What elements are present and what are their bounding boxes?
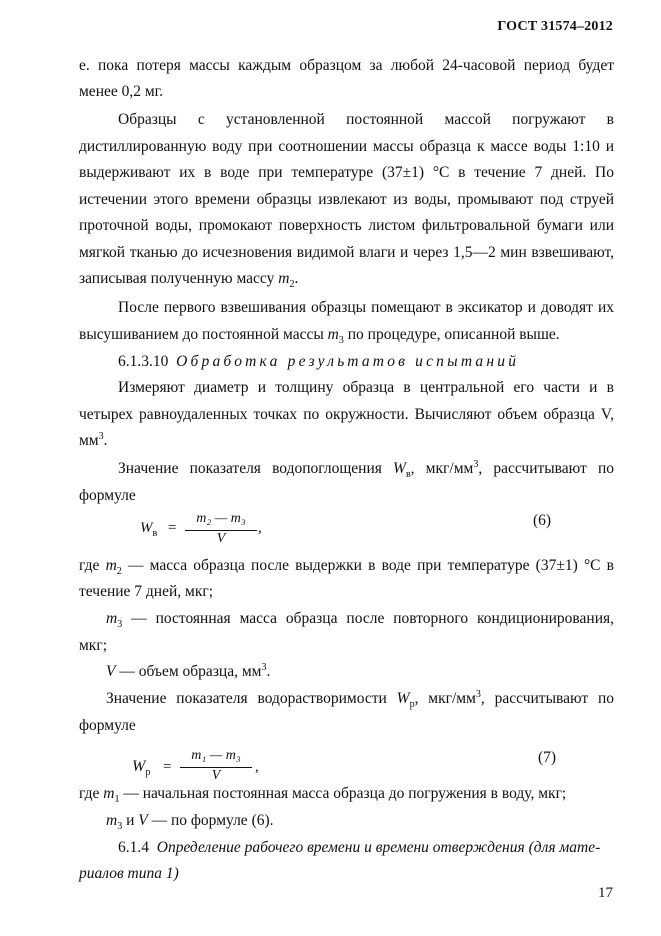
paragraph-line: $m_3$ — постоянная масса образца после повторного кондиционирования, [106, 610, 614, 631]
section-title: Обработка результатов испытаний [176, 353, 520, 370]
paragraph-line: менее 0,2 мг. [79, 83, 164, 100]
paragraph-line: формуле [79, 487, 136, 504]
paragraph-line: Образцы с установленной постоянной массой погружают в [118, 111, 614, 128]
formula-7-denominator: V [211, 768, 221, 783]
paragraph-line: V — объем образца, $мм^3$. [106, 661, 271, 680]
section-heading [118, 838, 614, 858]
paragraph-line: проточной воды, промокают поверхность листом фильтровальной бумаги или [79, 217, 614, 234]
paragraph-line: После первого взвешивания образцы помещают в эксикатор и доводят их [118, 299, 614, 316]
equation-number: (6) [533, 512, 552, 529]
paragraph-line: $m_3$ и V — по формуле (6). [106, 812, 274, 833]
paragraph-line: течение 7 дней, мкг; [79, 583, 214, 600]
paragraph-line: $мм^3$. [79, 430, 108, 449]
paragraph-line: е. пока потеря массы каждым образцом за любой 24-часовой период будет [79, 57, 614, 74]
paragraph-line: где $m_1$ — начальная постоянная масса образца до погружения в воду, мкг; [79, 785, 567, 806]
formula-7-numerator: m₁ — m₃ [191, 748, 241, 763]
paragraph-line: Значение показателя водорастворимости $W_р$, мкг/$мм^3$, рассчитывают по [106, 688, 615, 711]
paragraph-line: четырех равноудаленных точках по окружности. Вычисляют объем образца V, [79, 406, 614, 423]
formula-6-denominator: V [216, 531, 226, 546]
paragraph-line: где $m_2$ — масса образца после выдержки в воде при температуре (37±1) °С в [79, 557, 615, 578]
section-number: 6.1.4 [118, 839, 149, 856]
section-title-continuation: риалов типа 1) [79, 865, 179, 882]
paragraph-line: мкг; [79, 637, 108, 654]
document-page: ГОСТ 31574–2012 е. пока потеря массы каждым образцом за любой 24-часовой период будет менее 0,2 мг. Образцы с установленной постоянной массой погружают в дистиллированную воду при соотношении массы образца к массе воды 1:10 и выдерживают их в воде при температуре (37±1) °С в течение 7 дней. По истечении этого времени образцы извлекают из воды, промывают под струей проточной воды, промокают поверхность листом фильтровальной бумаги или мягкой тканью до исчезновения видимой влаги и через 1,5—2 мин взвешивают, записывая полученную массу $m_2$. После первого взвешивания образцы помещают в эксикатор и доводят их высушиванием до постоянной массы $m_3$ по процедуре, описанной выше. 6.1.3.10 Обработка результатов испытаний Измеряют диаметр и толщину образца в центральной его части и в четырех равноудаленных точках по окружности. Вычисляют объем образца V, $мм^3$. Значение показателя водопоглощения $W_в$, мкг/$мм^3$, рассчитывают по формуле $W_в$ = m₂ — m₃ V , (6) где $m_2$ — масса образца после выдержки в воде при температуре (37±1) °С в течение 7 дней, мкг; $m_3$ — постоянная масса образца после повторного кондиционирования, мкг; V — объем образца, $мм^3$. Значение показателя водорастворимости $W_р$, мкг/$мм^3$, рассчитывают по формуле $W_р$ = m₁ — m₃ V , (7) где $m_1$ — начальная постоянная масса образца до погружения в воду, мкг; $m_3$ и V — по формуле (6). 6.1.4 Определение рабочего времени и времени отверждения (для мате- риалов типа 1) 17 [0, 0, 661, 936]
paragraph-line: дистиллированную воду при соотношении массы образца к массе воды 1:10 и [79, 138, 614, 155]
paragraph-line: выдерживают их в воде при температуре (37±1) °С в течение 7 дней. По [79, 164, 614, 181]
section-number: 6.1.3.10 [118, 353, 169, 370]
equation-number: (7) [538, 749, 557, 766]
formula-6-numerator: m₂ — m₃ [196, 511, 246, 526]
page-number: 17 [598, 885, 613, 901]
paragraph-line: истечении этого времени образцы извлекают из воды, промывают под струей [79, 191, 614, 208]
paragraph-line: формуле [79, 717, 136, 734]
page-header: ГОСТ 31574–2012 [497, 19, 613, 34]
paragraph-line: Измеряют диаметр и толщину образца в центральной его части и в [118, 379, 614, 396]
section-heading [118, 352, 614, 372]
paragraph-line: Значение показателя водопоглощения $W_в$, мкг/$мм^3$, рассчитывают по [118, 458, 615, 481]
section-title: Определение рабочего времени и времени отверждения (для мате- [156, 839, 601, 856]
paragraph-line: мягкой тканью до исчезновения видимой влаги и через 1,5—2 мин взвешивают, [79, 244, 614, 261]
paragraph-line: записывая полученную массу $m_2$. [79, 270, 299, 291]
paragraph-line: высушиванием до постоянной массы $m_3$ по процедуре, описанной выше. [79, 326, 560, 347]
